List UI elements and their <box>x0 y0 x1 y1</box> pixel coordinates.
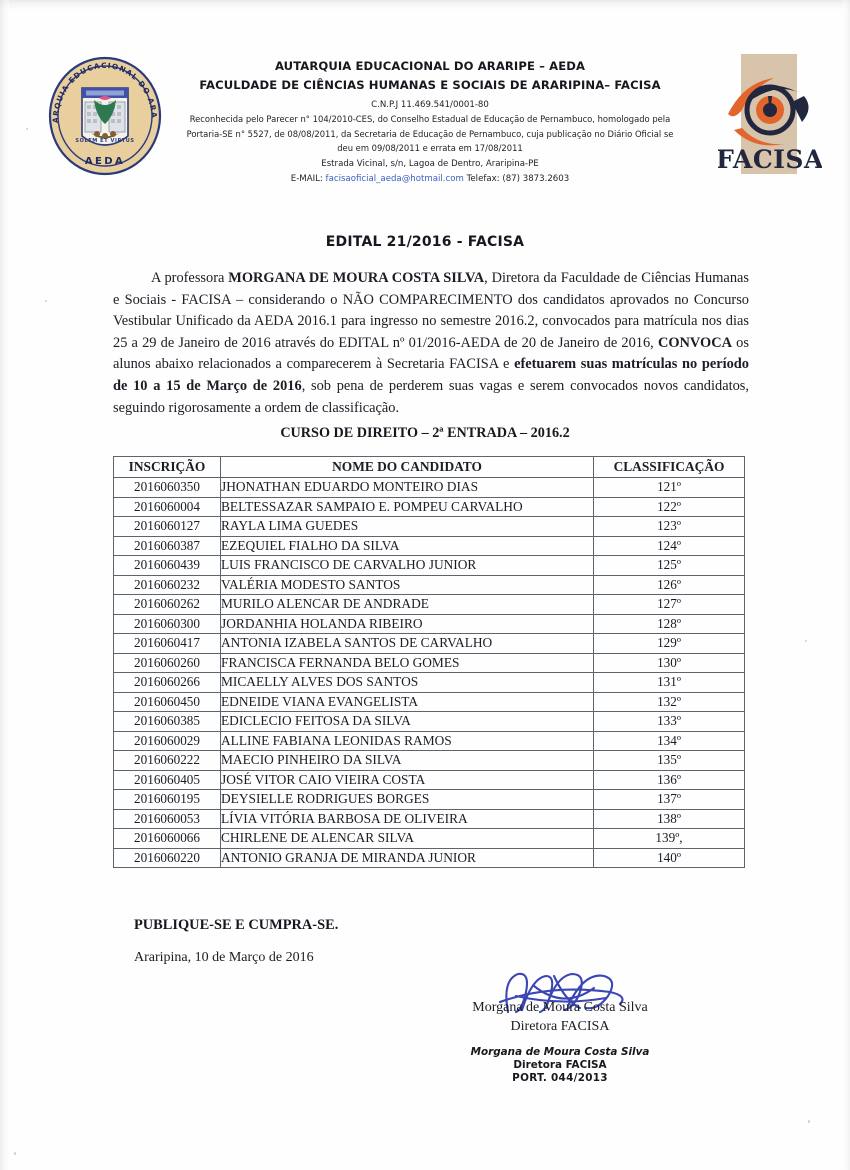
table-row <box>114 770 745 790</box>
table-row <box>114 575 745 595</box>
table-row <box>114 653 745 673</box>
cnpj-line: C.N.P.J 11.469.541/0001-80 <box>371 100 489 110</box>
recognition-line1: Reconhecida pelo Parecer n° 104/2010-CES, do Conselho Estadual de Educação de Pernambuco, homologado pela <box>189 114 671 124</box>
svg-text:SOLEM ET VIRTUS: SOLEM ET VIRTUS <box>75 138 135 144</box>
cell-nome: JOSÉ VITOR CAIO VIEIRA COSTA <box>221 770 594 790</box>
scan-speck <box>805 640 807 642</box>
table-row <box>114 692 745 712</box>
table-row <box>114 790 745 810</box>
table-row <box>114 517 745 537</box>
cell-inscricao: 2016060439 <box>114 556 221 576</box>
cell-classificacao: 126º <box>594 575 745 595</box>
cell-classificacao: 123º <box>594 517 745 537</box>
table-row <box>114 595 745 615</box>
table-row <box>114 712 745 732</box>
body-segment-3: CONVOCA <box>657 334 733 351</box>
svg-text:FACISA: FACISA <box>718 145 822 174</box>
cell-nome: DEYSIELLE RODRIGUES BORGES <box>221 790 594 810</box>
cell-inscricao: 2016060417 <box>114 634 221 654</box>
table-row <box>114 848 745 868</box>
cell-inscricao: 2016060053 <box>114 809 221 829</box>
cell-inscricao: 2016060350 <box>114 478 221 498</box>
org-name-line2: FACULDADE DE CIÊNCIAS HUMANAS E SOCIAIS DE ARARIPINA– FACISA <box>199 78 661 92</box>
cell-classificacao: 125º <box>594 556 745 576</box>
table-row <box>114 673 745 693</box>
official-stamp <box>400 1046 720 1085</box>
scan-speck <box>14 1152 16 1155</box>
cell-inscricao: 2016060127 <box>114 517 221 537</box>
cell-nome: ALLINE FABIANA LEONIDAS RAMOS <box>221 731 594 751</box>
table-row <box>114 634 745 654</box>
publique-se-text: PUBLIQUE-SE E CUMPRA-SE. <box>134 917 339 933</box>
cell-nome: VALÉRIA MODESTO SANTOS <box>221 575 594 595</box>
cell-classificacao: 140º <box>594 848 745 868</box>
column-header-nome: NOME DO CANDIDATO <box>221 457 594 478</box>
stamp-role: Diretora FACISA <box>513 1059 607 1071</box>
cell-inscricao: 2016060450 <box>114 692 221 712</box>
cell-nome: JORDANHIA HOLANDA RIBEIRO <box>221 614 594 634</box>
table-row <box>114 497 745 517</box>
cell-inscricao: 2016060300 <box>114 614 221 634</box>
table-head <box>114 457 745 478</box>
body-segment-1: MORGANA DE MOURA COSTA SILVA <box>228 270 485 286</box>
table-header-row <box>114 457 745 478</box>
email-line <box>165 172 695 186</box>
cell-classificacao: 129º <box>594 634 745 654</box>
cell-classificacao: 138º <box>594 809 745 829</box>
signature-block <box>400 990 720 1084</box>
cell-classificacao: 124º <box>594 536 745 556</box>
signature-role: Diretora FACISA <box>510 1019 610 1034</box>
org-name-line1: AUTARQUIA EDUCACIONAL DO ARARIPE – AEDA <box>274 59 586 73</box>
cell-inscricao: 2016060405 <box>114 770 221 790</box>
cell-nome: MURILO ALENCAR DE ANDRADE <box>221 595 594 615</box>
cell-nome: FRANCISCA FERNANDA BELO GOMES <box>221 653 594 673</box>
recognition-line2: Portaria-SE n° 5527, de 08/08/2011, da Secretaria de Educação de Pernambuco, cuja publicação no Diário Oficial se <box>186 128 674 139</box>
table-row <box>114 829 745 849</box>
candidates-table-wrapper <box>113 456 745 868</box>
cell-nome: BELTESSAZAR SAMPAIO E. POMPEU CARVALHO <box>221 497 594 517</box>
cell-inscricao: 2016060220 <box>114 848 221 868</box>
cell-classificacao: 134º <box>594 731 745 751</box>
cell-nome: ANTONIO GRANJA DE MIRANDA JUNIOR <box>221 848 594 868</box>
cell-nome: MICAELLY ALVES DOS SANTOS <box>221 673 594 693</box>
cell-classificacao: 136º <box>594 770 745 790</box>
scan-speck <box>808 1120 810 1123</box>
cell-classificacao: 135º <box>594 751 745 771</box>
cell-inscricao: 2016060387 <box>114 536 221 556</box>
table-row <box>114 536 745 556</box>
table-body <box>114 478 745 868</box>
table-row <box>114 478 745 498</box>
document-header <box>0 52 850 202</box>
body-segment-5: efetuarem suas matrículas no período de 10 a 15 de Março de 2016 <box>113 356 749 394</box>
cell-classificacao: 127º <box>594 595 745 615</box>
stamp-portaria: PORT. 044/2013 <box>512 1072 608 1084</box>
table-row <box>114 751 745 771</box>
column-header-inscricao: INSCRIÇÃO <box>114 457 221 478</box>
body-segment-6: , sob pena de perderem suas vagas e serem convocados novos candidatos, seguindo rigorosamente a ordem de classificação. <box>113 377 749 416</box>
cell-nome: JHONATHAN EDUARDO MONTEIRO DIAS <box>221 478 594 498</box>
svg-text:AUTARQUIA EDUCACIONAL DO ARARI: ARQUIA EDUCACIONAL DO ARA <box>50 60 159 124</box>
candidates-table <box>113 456 745 868</box>
cell-nome: ANTONIA IZABELA SANTOS DE CARVALHO <box>221 634 594 654</box>
edital-title: EDITAL 21/2016 - FACISA <box>325 234 525 250</box>
cell-inscricao: 2016060066 <box>114 829 221 849</box>
header-text-block <box>165 58 695 186</box>
recognition-line3: deu em 09/08/2011 e errata em 17/08/2011 <box>337 143 523 153</box>
stamp-name: Morgana de Moura Costa Silva <box>470 1046 650 1058</box>
cell-inscricao: 2016060232 <box>114 575 221 595</box>
cell-inscricao: 2016060385 <box>114 712 221 732</box>
body-segment-4: os alunos abaixo relacionados a comparecerem à Secretaria FACISA e <box>113 334 749 373</box>
body-segment-2: , Diretora da Faculdade de Ciências Humanas e Sociais - FACISA – considerando o NÃO COMPARECIMENTO dos candidatos aprovados no Concurso Vestibular Unificado da AEDA 2016.1 para ingresso no semestre 2016.2, convocados para matrícula nos dias 25 a 29 de Janeiro de 2016 através do EDITAL nº 01/2016-AEDA de 20 de Janeiro de 2016, <box>113 270 749 351</box>
scan-speck <box>45 300 47 302</box>
city-and-date: Araripina, 10 de Março de 2016 <box>134 950 314 965</box>
cell-nome: LÍVIA VITÓRIA BARBOSA DE OLIVEIRA <box>221 809 594 829</box>
cell-classificacao: 132º <box>594 692 745 712</box>
body-paragraph <box>113 268 749 419</box>
cell-inscricao: 2016060029 <box>114 731 221 751</box>
table-row <box>114 731 745 751</box>
cell-inscricao: 2016060266 <box>114 673 221 693</box>
scan-edge-top <box>0 0 850 10</box>
cell-inscricao: 2016060195 <box>114 790 221 810</box>
cell-classificacao: 130º <box>594 653 745 673</box>
cell-classificacao: 131º <box>594 673 745 693</box>
table-row <box>114 556 745 576</box>
cell-classificacao: 128º <box>594 614 745 634</box>
course-heading: CURSO DE DIREITO – 2ª ENTRADA – 2016.2 <box>280 425 570 441</box>
cell-inscricao: 2016060004 <box>114 497 221 517</box>
cell-nome: EDNEIDE VIANA EVANGELISTA <box>221 692 594 712</box>
cell-nome: EZEQUIEL FIALHO DA SILVA <box>221 536 594 556</box>
signature-name: Morgana de Moura Costa Silva <box>472 1000 648 1015</box>
column-header-classificacao: CLASSIFICAÇÃO <box>594 457 745 478</box>
email-label: E-MAIL: <box>290 173 323 184</box>
email-address-link[interactable]: facisaoficial_aeda@hotmail.com <box>325 173 464 184</box>
table-row <box>114 614 745 634</box>
body-segment-0: A professora <box>151 270 229 286</box>
cell-inscricao: 2016060260 <box>114 653 221 673</box>
cell-nome: RAYLA LIMA GUEDES <box>221 517 594 537</box>
table-row <box>114 809 745 829</box>
cell-nome: LUIS FRANCISCO DE CARVALHO JUNIOR <box>221 556 594 576</box>
cell-classificacao: 139º, <box>594 829 745 849</box>
svg-text:AEDA: AEDA <box>84 156 126 167</box>
address-line: Estrada Vicinal, s/n, Lagoa de Dentro, Araripina-PE <box>321 158 539 169</box>
telefax-text: Telefax: (87) 3873.2603 <box>466 173 570 184</box>
cell-classificacao: 133º <box>594 712 745 732</box>
cell-classificacao: 122º <box>594 497 745 517</box>
cell-classificacao: 137º <box>594 790 745 810</box>
cell-nome: MAECIO PINHEIRO DA SILVA <box>221 751 594 771</box>
cell-inscricao: 2016060262 <box>114 595 221 615</box>
cell-inscricao: 2016060222 <box>114 751 221 771</box>
cell-nome: EDICLECIO FEITOSA DA SILVA <box>221 712 594 732</box>
cell-classificacao: 121º <box>594 478 745 498</box>
cell-nome: CHIRLENE DE ALENCAR SILVA <box>221 829 594 849</box>
